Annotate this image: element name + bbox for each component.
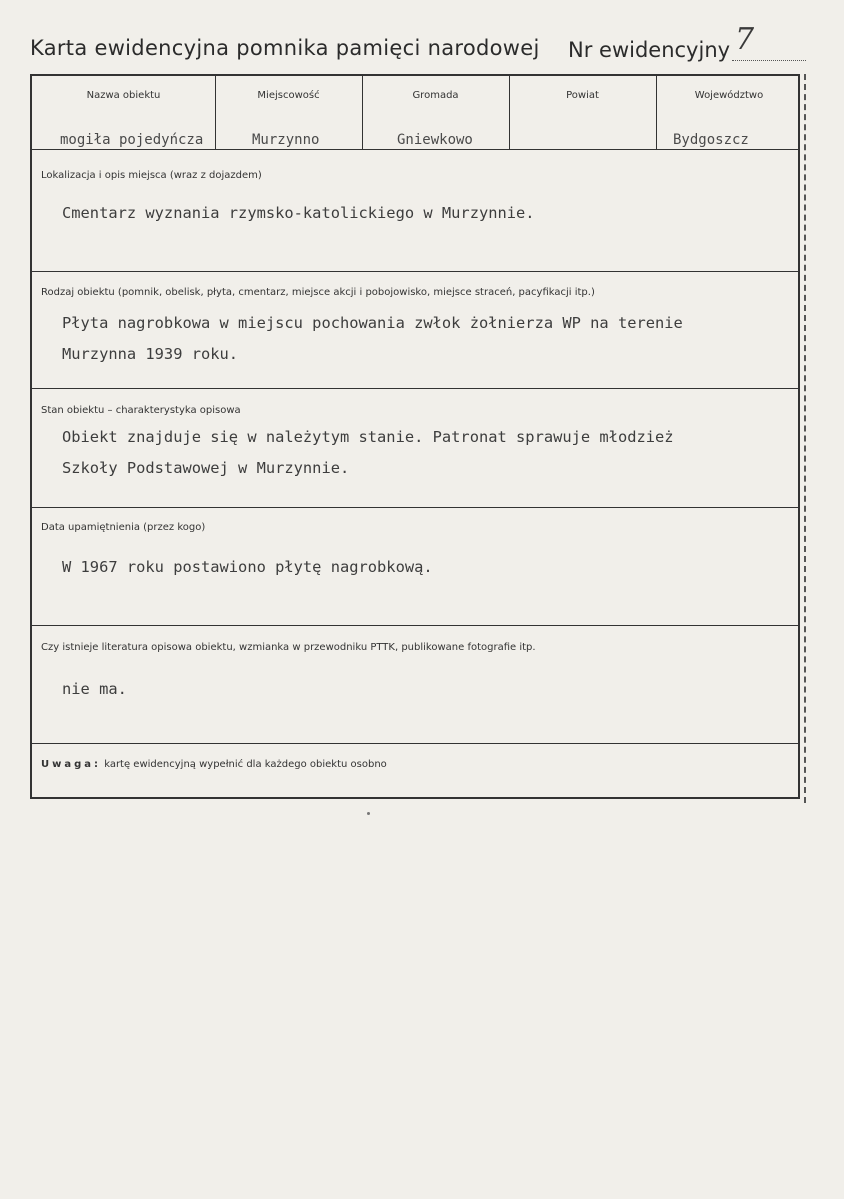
section-divider (32, 507, 798, 508)
column-divider (362, 76, 363, 149)
voivodeship-value: Bydgoszcz (673, 132, 749, 148)
paper-speck (367, 812, 370, 815)
section-text-commemoration-date: W 1967 roku postawiono płytę nagrobkową. (62, 558, 433, 576)
registry-number-line (732, 60, 806, 61)
section-text-literature: nie ma. (62, 680, 127, 698)
column-header-commune: Gromada (412, 90, 459, 101)
column-divider (509, 76, 510, 149)
note-text: kartę ewidencyjną wypełnić dla każdego obiektu osobno (104, 759, 387, 770)
column-divider (656, 76, 657, 149)
column-header-district: Powiat (566, 90, 599, 101)
column-header-object-name: Nazwa obiektu (86, 90, 161, 101)
registry-number-label: Nr ewidencyjny (568, 38, 731, 62)
form-title: Karta ewidencyjna pomnika pamięci narodowej (30, 36, 540, 60)
section-label-condition: Stan obiektu – charakterystyka opisowa (41, 405, 241, 416)
note-prefix: Uwaga: (41, 759, 102, 770)
section-divider (32, 743, 798, 744)
locality-value: Murzynno (252, 132, 320, 148)
section-divider (32, 388, 798, 389)
section-label-literature: Czy istnieje literatura opisowa obiektu, wzmianka w przewodniku PTTK, publikowane fotografie itp. (41, 642, 536, 653)
section-text-location: Cmentarz wyznania rzymsko-katolickiego w Murzynnie. (62, 204, 535, 222)
column-header-locality: Miejscowość (257, 90, 320, 101)
object-name-value: mogiła pojedyńcza (60, 132, 204, 148)
commune-value: Gniewkowo (397, 132, 473, 148)
section-text-object-type: Płyta nagrobkowa w miejscu pochowania zwłok żołnierza WP na terenie Murzynna 1939 roku. (62, 314, 683, 363)
section-divider (32, 149, 798, 150)
record-form (30, 74, 800, 799)
section-text-condition: Obiekt znajduje się w należytym stanie. Patronat sprawuje młodzież Szkoły Podstawowej w Murzynnie. (62, 428, 674, 477)
section-divider (32, 271, 798, 272)
column-divider (215, 76, 216, 149)
column-header-voivodeship: Województwo (694, 90, 764, 101)
note (41, 759, 387, 770)
section-divider (32, 625, 798, 626)
section-label-object-type: Rodzaj obiektu (pomnik, obelisk, płyta, cmentarz, miejsce akcji i pobojowisko, miejsce straceń, pacyfikacji itp.) (41, 287, 595, 298)
section-label-commemoration-date: Data upamiętnienia (przez kogo) (41, 522, 206, 533)
section-label-location: Lokalizacja i opis miejsca (wraz z dojazdem) (41, 170, 262, 181)
registry-number-value: 7 (735, 22, 755, 57)
